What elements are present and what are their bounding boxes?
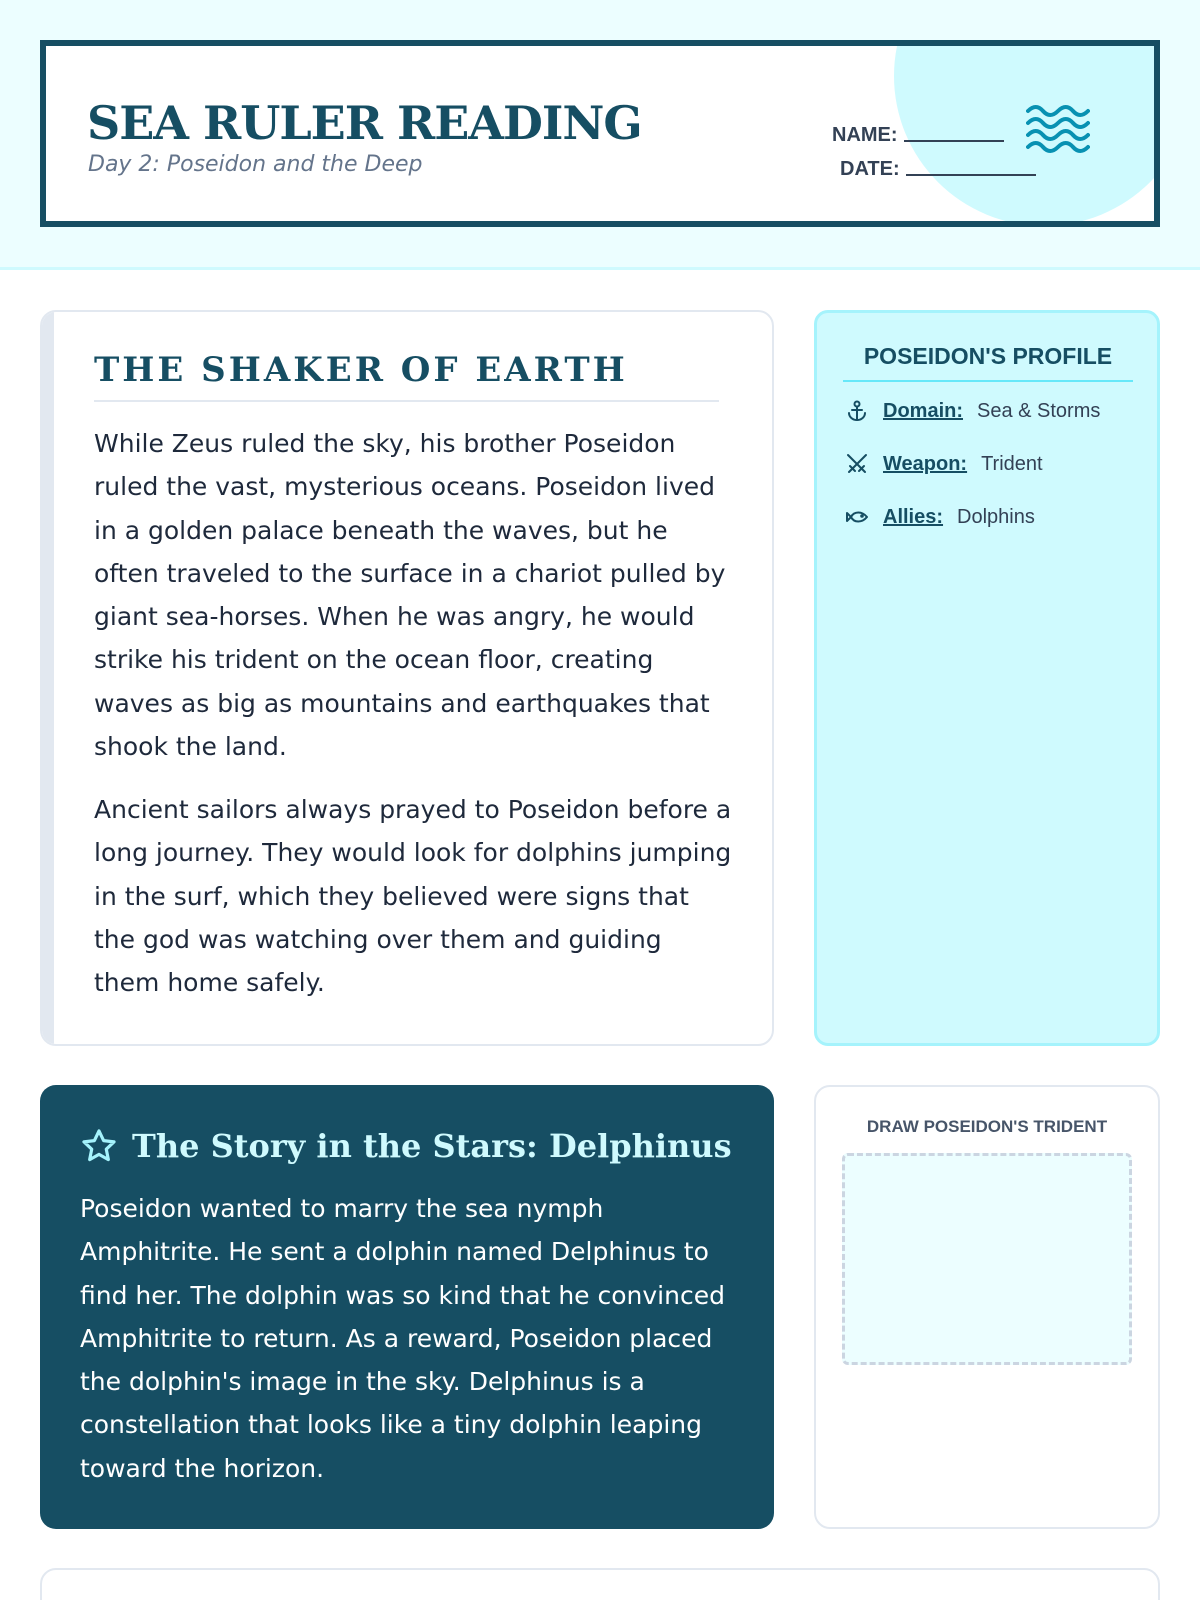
reading-paragraph: Ancient sailors always prayed to Poseidon before a long journey. They would look for dolphins jumping in the surf, which they believed were signs that the god was watching over them and guiding them home safely.: [94, 795, 732, 998]
profile-value: Trident: [981, 452, 1043, 475]
profile-title: POSEIDON'S PROFILE: [843, 343, 1133, 382]
profile-key: Allies:: [883, 505, 944, 528]
fish-icon: [845, 505, 869, 529]
stars-title: The Story in the Stars: Delphinus: [132, 1127, 732, 1165]
profile-value: Sea & Storms: [977, 399, 1101, 422]
stars-text: Poseidon wanted to marry the sea nymph Amphitrite. He sent a dolphin named Delphinus to find her. The dolphin was so kind that he convinced Amphitrite to return. As a reward, Poseidon placed the dolphin's image in the sky. Delphinus is a constellation that looks like a tiny dolphin leaping toward the horizon.: [80, 1194, 725, 1483]
drawing-card: [814, 1085, 1160, 1529]
profile-value: Dolphins: [957, 505, 1035, 528]
waves-icon: [1026, 103, 1090, 153]
swords-icon: [845, 452, 869, 476]
reading-heading: THE SHAKER OF EARTH: [94, 350, 719, 402]
page-title: SEA RULER READING: [87, 96, 642, 150]
page-subtitle: Day 2: Poseidon and the Deep: [88, 152, 423, 177]
worksheet-header: [40, 40, 1160, 227]
card-accent: [42, 312, 54, 1044]
name-line[interactable]: [904, 124, 1004, 142]
stars-card: [40, 1085, 774, 1529]
drawing-title: DRAW POSEIDON'S TRIDENT: [866, 1117, 1108, 1136]
anchor-icon: [845, 399, 869, 423]
name-field[interactable]: [832, 124, 1004, 147]
star-icon: [80, 1127, 118, 1165]
reading-paragraph: While Zeus ruled the sky, his brother Poseidon ruled the vast, mysterious oceans. Poseidon lived in a golden palace beneath the waves, but he often traveled to the surface in a chariot pulled by giant sea-horses. When he was angry, he would strike his trident on the ocean floor, creating waves as big as mountains and earthquakes that shook the land.: [94, 429, 726, 762]
profile-card: [814, 310, 1160, 1046]
date-field[interactable]: [840, 158, 1036, 181]
drawing-area[interactable]: [842, 1153, 1132, 1365]
date-line[interactable]: [906, 158, 1036, 176]
reading-card: [40, 310, 774, 1046]
profile-row-domain: [845, 399, 1100, 423]
profile-key: Domain:: [883, 399, 963, 422]
next-section-card: [40, 1568, 1160, 1600]
profile-row-allies: [845, 505, 1035, 529]
profile-row-weapon: [845, 452, 1043, 476]
stars-heading: [80, 1127, 732, 1165]
profile-key: Weapon:: [883, 452, 968, 475]
date-label: DATE:: [840, 158, 900, 180]
name-label: NAME:: [832, 124, 898, 146]
